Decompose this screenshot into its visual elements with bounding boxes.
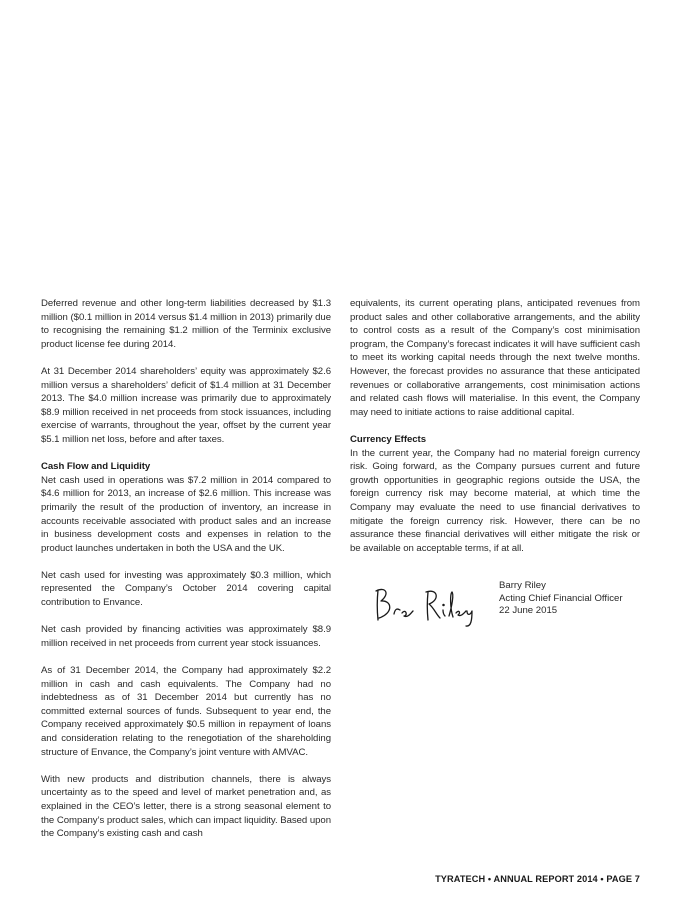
signer-name: Barry Riley xyxy=(499,580,546,591)
paragraph-net-cash-investing: Net cash used for investing was approximately $0.3 million, which represented the Company’s October 2014 covering capital contribution to Envance. xyxy=(41,569,331,609)
paragraph-market-uncertainty: With new products and distribution channels, there is always uncertainty as to the speed and level of market penetration and, as explained in the CEO’s letter, there is a strong seasonal element to the Company’s product sales, which can impact liquidity. Based upon the Company’s existing cash and cash xyxy=(41,773,331,840)
heading-cash-flow: Cash Flow and Liquidity xyxy=(41,461,151,473)
signature-block xyxy=(372,580,652,640)
signer-details xyxy=(499,580,623,618)
signer-title: Acting Chief Financial Officer xyxy=(499,592,623,604)
paragraph-net-cash-financing: Net cash provided by financing activities was approximately $8.9 million received in net proceeds from current year stock issuances. xyxy=(41,624,331,649)
heading-currency-effects: Currency Effects xyxy=(350,433,426,445)
left-column xyxy=(41,297,331,854)
right-column xyxy=(350,297,640,569)
page-footer: TYRATECH • ANNUAL REPORT 2014 • PAGE 7 xyxy=(435,874,640,884)
paragraph-deferred-revenue: Deferred revenue and other long-term liabilities decreased by $1.3 million ($0.1 million in 2014 versus $1.4 million in 2013) primarily due to recognising the remaining $1.2 million of the Terminix exclusive product license fee during 2014. xyxy=(41,298,331,350)
paragraph-shareholders-equity: At 31 December 2014 shareholders’ equity was approximately $2.6 million versus a shareholders’ deficit of $1.4 million at 31 December 2013. The $4.0 million increase was primarily due to approximately $8.9 million received in net proceeds from stock issuances, including exercise of warrants, throughout the year, offset by the current year $5.1 million net loss, before and after taxes. xyxy=(41,365,331,445)
paragraph-cash-equivalents: As of 31 December 2014, the Company had approximately $2.2 million in cash and cash equivalents. The Company had no indebtedness as of 31 December 2014 but currently has no committed external sources of funds. Subsequent to year end, the Company received approximately $0.5 million in repayment of loans and consideration relating to the renegotiation of the shareholding structure of Envance, the Company’s joint venture with AMVAC. xyxy=(41,665,331,758)
signature-date: 22 June 2015 xyxy=(499,605,558,616)
paragraph-forecast: equivalents, its current operating plans, anticipated revenues from product sales and other collaborative arrangements, and the ability to control costs as a result of the Company’s cost minimisation program, the Company’s forecast indicates it will have sufficient cash to meet its working capital needs through the next twelve months. However, the forecast provides no assurance that these anticipated revenues or collaborative arrangements, cost minimisation actions and related cash flows will materialise. In this event, the Company may need to initiate actions to raise additional capital. xyxy=(350,298,640,418)
paragraph-net-cash-operations: Net cash used in operations was $7.2 million in 2014 compared to $4.6 million for 2013, an increase of $2.6 million. This increase was primarily the result of the production of inventory, an increase in accounts receivable associated with product sales and an increase in business development costs and expenses in relation to the product launches undertaken in both the USA and the UK. xyxy=(41,474,331,554)
handwritten-signature xyxy=(372,580,482,630)
paragraph-currency-risk: In the current year, the Company had no material foreign currency risk. Going forward, as the Company pursues current and future growth opportunities in geographic regions outside the USA, the foreign currency risk may become material, at which time the Company may evaluate the need to use financial derivatives to mitigate the foreign currency risk. However, there can be no assurance these financial derivatives will either mitigate the risk or be available on acceptable terms, if at all. xyxy=(350,447,640,554)
